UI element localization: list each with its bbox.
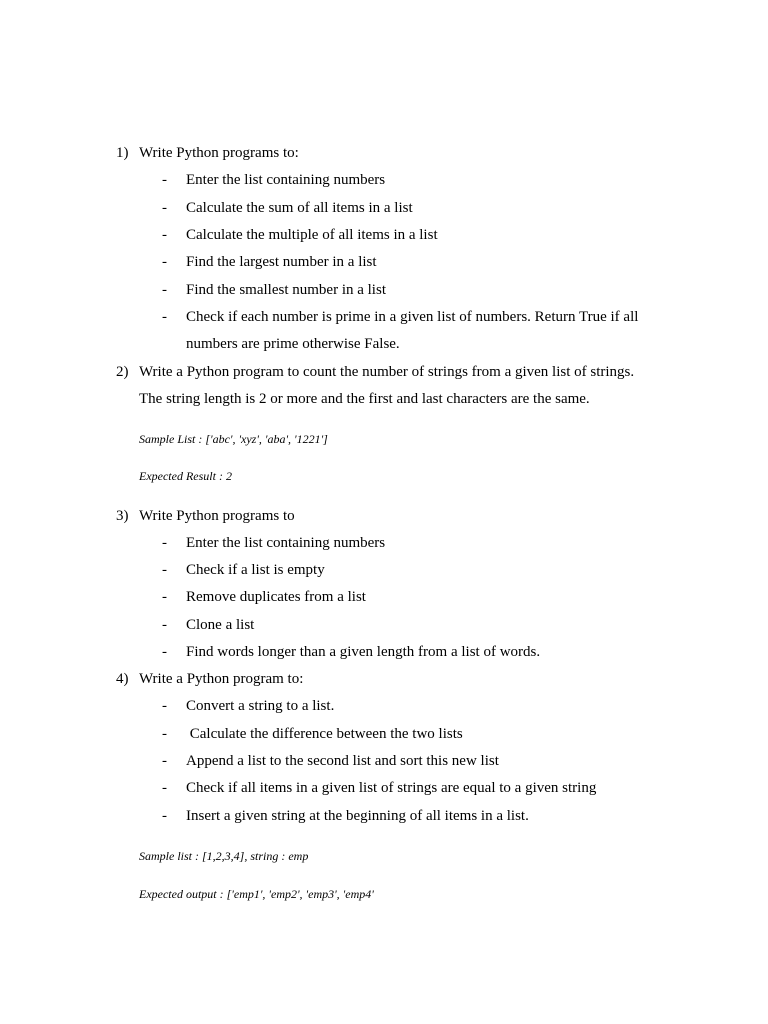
list-item-text: Calculate the sum of all items in a list (186, 200, 413, 216)
list-item-text: Insert a given string at the beginning of all items in a list. (186, 808, 529, 824)
bullet-dash: - (162, 254, 167, 270)
list-item-text: Calculate the difference between the two lists (186, 726, 463, 742)
list-item (162, 534, 385, 552)
list-item (162, 281, 386, 299)
bullet-dash: - (162, 589, 167, 605)
question-text: Write a Python program to count the number of strings from a given list of strings. (139, 364, 635, 380)
list-item (162, 588, 366, 606)
bullet-dash: - (162, 726, 167, 742)
list-item (162, 779, 596, 797)
sample-input: Sample list : [1,2,3,4], string : emp (139, 849, 309, 863)
expected-result: Expected Result : 2 (139, 469, 232, 483)
question-number: 2) (116, 364, 129, 380)
list-item (162, 752, 499, 770)
bullet-dash: - (162, 227, 167, 243)
list-item (162, 253, 377, 271)
list-item (162, 226, 438, 244)
list-item-text: Find words longer than a given length from a list of words. (186, 644, 541, 660)
question-number: 3) (116, 508, 129, 524)
bullet-dash: - (162, 753, 167, 769)
list-item-text: Check if all items in a given list of strings are equal to a given string (186, 780, 597, 796)
question-continuation: The string length is 2 or more and the first and last characters are the same. (139, 391, 590, 407)
question-number: 1) (116, 145, 129, 161)
list-item (162, 171, 385, 189)
list-item (162, 308, 638, 326)
bullet-dash: - (162, 644, 167, 660)
sample-input: Sample List : ['abc', 'xyz', 'aba', '1221'] (139, 432, 328, 446)
expected-output: Expected output : ['emp1', 'emp2', 'emp3', 'emp4' (139, 887, 374, 901)
list-item (162, 725, 463, 743)
bullet-dash: - (162, 808, 167, 824)
list-item (162, 616, 254, 634)
bullet-dash: - (162, 698, 167, 714)
bullet-dash: - (162, 200, 167, 216)
question-2 (116, 363, 634, 381)
list-item (162, 807, 529, 825)
question-text: Write a Python program to: (139, 671, 304, 687)
list-item-text: Enter the list containing numbers (186, 535, 386, 551)
bullet-dash: - (162, 562, 167, 578)
list-item-text: Remove duplicates from a list (186, 589, 366, 605)
list-item-text: Calculate the multiple of all items in a list (186, 227, 438, 243)
list-item-text: Enter the list containing numbers (186, 172, 386, 188)
bullet-dash: - (162, 780, 167, 796)
list-item-text: Check if each number is prime in a given list of numbers. Return True if all (186, 309, 639, 325)
list-item-continuation: numbers are prime otherwise False. (186, 336, 400, 352)
list-item-text: Find the largest number in a list (186, 254, 377, 270)
list-item (162, 199, 413, 217)
bullet-dash: - (162, 282, 167, 298)
bullet-dash: - (162, 172, 167, 188)
question-number: 4) (116, 671, 129, 687)
question-3 (116, 507, 295, 525)
list-item-text: Convert a string to a list. (186, 698, 335, 714)
list-item-text: Check if a list is empty (186, 562, 325, 578)
list-item-text: Clone a list (186, 617, 255, 633)
question-text: Write Python programs to: (139, 145, 299, 161)
bullet-dash: - (162, 309, 167, 325)
list-item (162, 561, 325, 579)
list-item (162, 643, 540, 661)
list-item-text: Find the smallest number in a list (186, 282, 386, 298)
list-item (162, 697, 334, 715)
question-1 (116, 144, 299, 162)
question-4 (116, 670, 303, 688)
list-item-text: Append a list to the second list and sort this new list (186, 753, 499, 769)
bullet-dash: - (162, 535, 167, 551)
question-text: Write Python programs to (139, 508, 295, 524)
bullet-dash: - (162, 617, 167, 633)
